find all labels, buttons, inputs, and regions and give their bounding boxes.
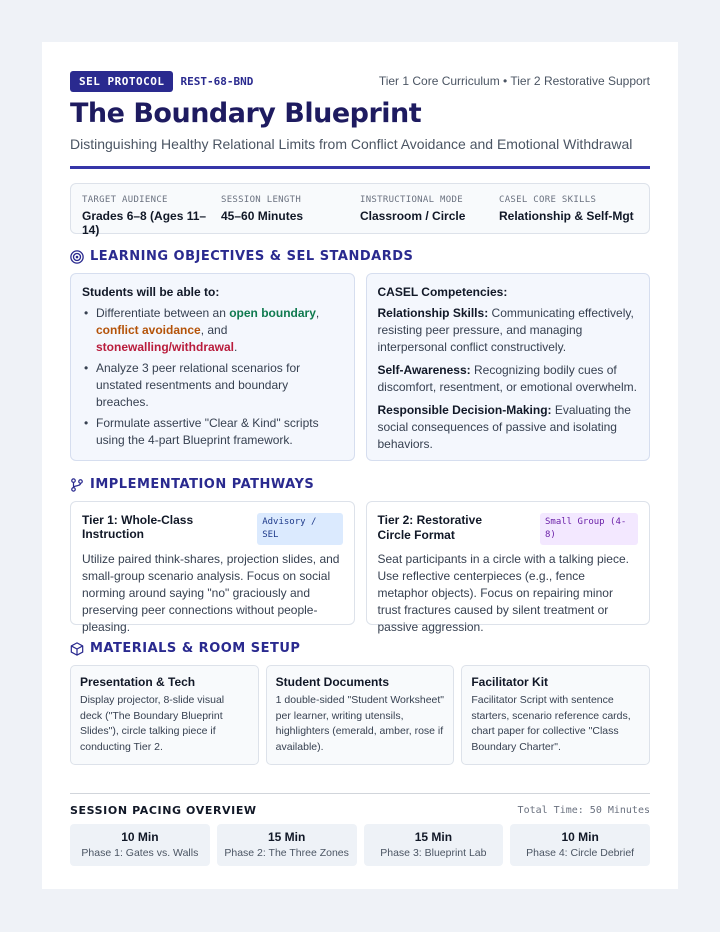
competency-name: Responsible Decision-Making: <box>377 403 552 417</box>
material-text: Display projector, 8-slide visual deck ("The Boundary Blueprint Slides"), circle talking piece if conducting Tier 2. <box>80 694 225 753</box>
tier1-tag: Advisory / SEL <box>257 513 342 545</box>
phase-item <box>510 824 650 866</box>
header-top-row <box>70 70 650 92</box>
text-segment: , and <box>200 323 228 337</box>
competency-item <box>378 402 639 453</box>
tier2-tag: Small Group (4-8) <box>540 513 638 545</box>
materials-columns <box>70 665 650 765</box>
meta-label: TARGET AUDIENCE <box>82 195 168 205</box>
meta-label: INSTRUCTIONAL MODE <box>360 195 463 205</box>
phase-name: Phase 3: Blueprint Lab <box>380 847 487 859</box>
competencies-heading: CASEL Competencies: <box>377 285 508 299</box>
target-icon <box>70 250 84 264</box>
objectives-heading: Students will be able to: <box>82 285 220 299</box>
conflict-avoidance-term: conflict avoidance <box>96 323 201 337</box>
material-heading: Presentation & Tech <box>80 675 196 689</box>
pathways-section-header <box>70 477 650 492</box>
open-boundary-term: open boundary <box>229 306 316 320</box>
section-title: LEARNING OBJECTIVES & SEL STANDARDS <box>90 249 414 264</box>
protocol-code: REST-68-BND <box>180 74 254 88</box>
list-item: • Formulate assertive "Clear & Kind" scripts using the 4-part Blueprint framework. <box>82 415 343 449</box>
meta-target-audience <box>82 195 221 237</box>
phase-name: Phase 4: Circle Debrief <box>526 847 635 859</box>
meta-label: CASEL CORE SKILLS <box>499 195 597 205</box>
meta-session-length <box>221 195 360 222</box>
meta-instructional-mode <box>360 195 499 222</box>
competency-item <box>378 305 639 356</box>
tier1-description: Utilize paired think-shares, projection slides, and small-group scenario analysis. Focus on social norming around saying "no" graciously and preserving peer connections without people-pleasing. <box>82 552 340 634</box>
phase-time: 15 Min <box>414 830 453 844</box>
tier2-card <box>366 501 651 634</box>
tier1-heading: Tier 1: Whole-Class Instruction <box>82 513 194 541</box>
package-icon <box>70 642 84 656</box>
material-text: 1 double-sided "Student Worksheet" per learner, writing utensils, highlighters (emerald, amber, rose if available). <box>275 694 445 753</box>
pacing-title: SESSION PACING OVERVIEW <box>70 804 257 817</box>
meta-value: Relationship & Self-Mgt <box>499 209 634 223</box>
title-divider <box>70 166 650 169</box>
material-card-tech <box>70 665 259 765</box>
objectives-list <box>82 305 343 449</box>
phase-name: Phase 2: The Three Zones <box>224 847 349 859</box>
text-segment: Differentiate between an <box>96 306 230 320</box>
pathways-columns <box>70 501 650 634</box>
pacing-phases <box>70 824 650 866</box>
phase-item <box>364 824 504 866</box>
meta-value: Classroom / Circle <box>360 209 466 223</box>
material-card-facilitator <box>461 665 650 765</box>
pacing-divider <box>70 793 650 794</box>
text-segment: , <box>315 306 320 320</box>
tier-summary: Tier 1 Core Curriculum • Tier 2 Restorative Support <box>378 74 650 88</box>
tier1-header <box>82 513 343 545</box>
section-title: MATERIALS & ROOM SETUP <box>90 641 301 656</box>
meta-casel-skills <box>499 195 638 222</box>
materials-section-header <box>70 641 650 656</box>
meta-value: Grades 6–8 (Ages 11–14) <box>82 209 207 237</box>
pacing-total-time: Total Time: 50 Minutes <box>517 805 650 816</box>
page-subtitle: Distinguishing Healthy Relational Limits from Conflict Avoidance and Emotional Withdrawal <box>70 136 633 152</box>
protocol-badge: SEL PROTOCOL <box>70 71 173 92</box>
competency-text: Communicating effectively, resisting peer pressure, and managing interpersonal conflict constructively. <box>377 306 634 354</box>
phase-item <box>217 824 357 866</box>
pacing-header <box>70 804 650 817</box>
competencies-card <box>366 273 651 461</box>
material-heading: Student Documents <box>275 675 390 689</box>
meta-value: 45–60 Minutes <box>221 209 304 223</box>
stonewalling-term: stonewalling/withdrawal <box>96 340 235 354</box>
objectives-section-header <box>70 249 650 264</box>
tier1-card <box>70 501 355 634</box>
text-segment: . <box>234 340 238 354</box>
competency-name: Self-Awareness: <box>377 363 471 377</box>
tier2-header <box>378 513 639 545</box>
competency-item <box>378 362 639 396</box>
list-item <box>82 305 343 356</box>
branch-icon <box>70 478 84 492</box>
document-content <box>70 70 650 866</box>
session-meta-panel <box>70 183 650 237</box>
competency-text: Recognizing bodily cues of discomfort, resentment, or emotional overwhelm. <box>377 363 637 394</box>
phase-name: Phase 1: Gates vs. Walls <box>81 847 199 859</box>
material-card-documents <box>266 665 455 765</box>
material-text: Facilitator Script with sentence starters, scenario reference cards, chart paper for collective "Class Boundary Charter". <box>471 694 631 753</box>
objectives-card <box>70 273 355 461</box>
competency-text: Evaluating the social consequences of passive and isolating behaviors. <box>377 403 631 451</box>
phase-time: 10 Min <box>121 830 159 844</box>
tier2-description: Seat participants in a circle with a talking piece. Use reflective centerpieces (e.g., fence metaphor objects). Focus on repairing minor trust fractures caused by silent treatment or passive aggression. <box>377 552 629 634</box>
list-item: • Analyze 3 peer relational scenarios for unstated resentments and boundary breaches. <box>82 360 343 411</box>
phase-time: 10 Min <box>561 830 599 844</box>
section-title: IMPLEMENTATION PATHWAYS <box>90 477 315 492</box>
tier2-heading: Tier 2: Restorative Circle Format <box>377 513 482 542</box>
meta-label: SESSION LENGTH <box>221 195 302 205</box>
phase-time: 15 Min <box>267 830 306 844</box>
material-heading: Facilitator Kit <box>471 675 549 689</box>
phase-item <box>70 824 210 866</box>
page-title: The Boundary Blueprint <box>70 98 422 129</box>
competency-name: Relationship Skills: <box>377 306 489 320</box>
document-page <box>42 42 678 889</box>
objectives-columns <box>70 273 650 461</box>
